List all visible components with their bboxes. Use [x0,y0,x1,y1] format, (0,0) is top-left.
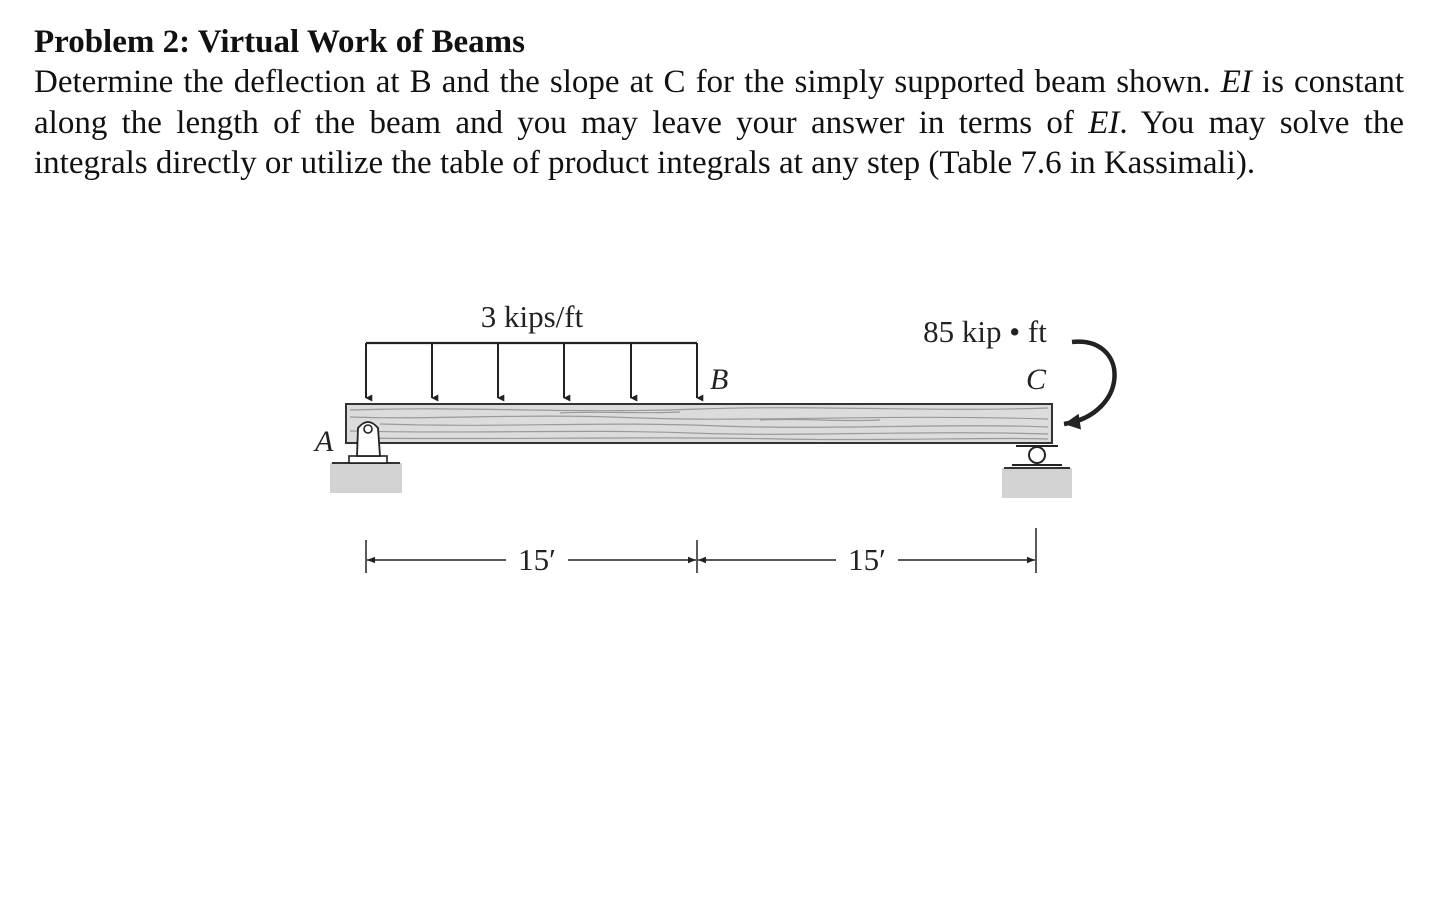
dim-label-bc: 15′ [848,542,886,577]
label-c: C [1025,363,1047,396]
dimension-line [366,528,1036,577]
pin-base [349,456,387,463]
label-a: A [315,425,334,458]
problem-text-ei-2: EI [1088,104,1120,141]
distributed-load-label: 3 kips/ft [480,299,584,334]
ground-a [330,463,402,493]
problem-text-part-3: . You may solve the integrals directly or utilize the table of product integrals at any step (Table 7.6 in Kassimali). [34,104,1405,181]
label-b: B [710,363,729,396]
roller-wheel [1029,447,1045,463]
moment-label: 85 kip • ft [923,314,1047,349]
problem-text-part-2: is constant along the length of the beam and you may leave your answer in terms of [34,64,1404,141]
problem-text-part-1: Determine the deflection at B and the slope at C for the simply supported beam shown. [34,64,1221,100]
problem-title: Problem 2: Virtual Work of Beams [34,24,526,60]
distributed-load [366,299,697,398]
ground-c [1002,468,1072,498]
moment-arrow [1064,342,1115,424]
beam [346,404,1052,443]
pin-hole [364,425,372,433]
problem-text-ei-1: EI [1220,64,1252,100]
beam-body [346,404,1052,443]
roller-support-c [1002,446,1072,498]
dim-label-ab: 15′ [518,542,556,577]
